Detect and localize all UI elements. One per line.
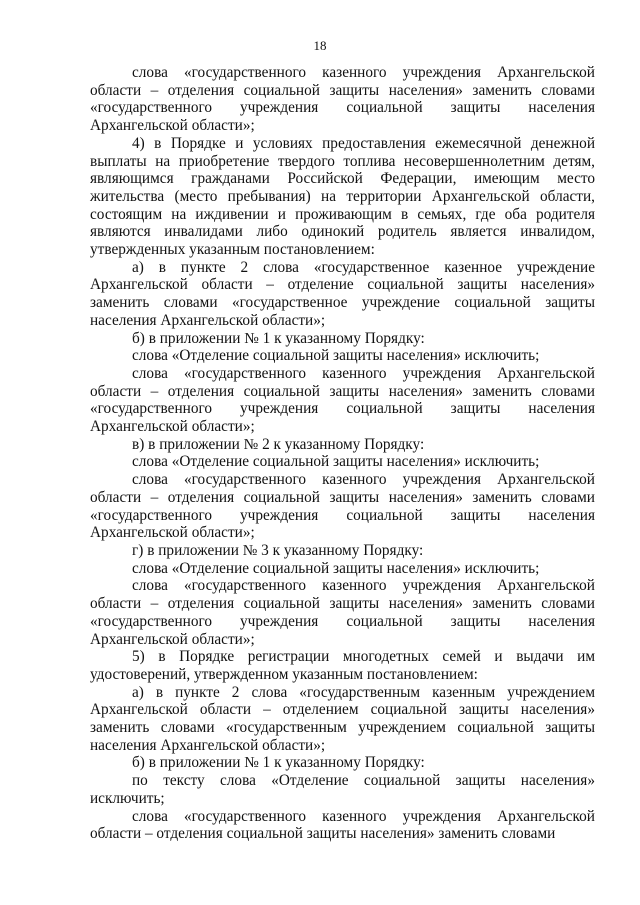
paragraph: по тексту слова «Отделение социальной защиты населения» исключить; <box>90 772 595 807</box>
paragraph: слова «государственного казенного учреждения Архангельской области – отделения социальной защиты населения» заменить словами «государственного учреждения социальной защиты населения Архангельской области»; <box>90 471 595 542</box>
paragraph: слова «государственного казенного учреждения Архангельской области – отделения социальной защиты населения» заменить словами «государственного учреждения социальной защиты населения Архангельской области»; <box>90 364 595 436</box>
paragraph: слова «Отделение социальной защиты населения» исключить; <box>132 559 540 577</box>
paragraph: г) в приложении № 3 к указанному Порядку: <box>132 541 424 559</box>
paragraph: слова «государственного казенного учреждения Архангельской области – отделения социальной защиты населения» заменить словами <box>90 807 595 843</box>
paragraph: а) в пункте 2 слова «государственным казенным учреждением Архангельской области – отделением социальной защиты населения» заменить словами «государственным учреждением социальной защиты населения Архангельской области»; <box>90 683 595 754</box>
paragraph: слова «государственного казенного учреждения Архангельской области – отделения социальной защиты населения» заменить словами «государственного учреждения социальной защиты населения Архангельской области»; <box>90 577 595 648</box>
paragraph: слова «Отделение социальной защиты населения» исключить; <box>132 453 540 471</box>
paragraph: в) в приложении № 2 к указанному Порядку: <box>132 435 425 453</box>
paragraph: 5) в Порядке регистрации многодетных семей и выдачи им удостоверений, утвержденном указанным постановлением: <box>90 648 595 683</box>
paragraph: б) в приложении № 1 к указанному Порядку: <box>132 329 425 347</box>
paragraph: а) в пункте 2 слова «государственное казенное учреждение Архангельской области – отделение социальной защиты населения» заменить словами «государственное учреждение социальной защиты населения Архангельской области»; <box>90 258 595 329</box>
document-body <box>90 64 595 843</box>
paragraph: слова «государственного казенного учреждения Архангельской области – отделения социальной защиты населения» заменить словами «государственного учреждения социальной защиты населения Архангельской области»; <box>90 64 595 135</box>
paragraph: б) в приложении № 1 к указанному Порядку: <box>132 754 425 772</box>
paragraph: 4) в Порядке и условиях предоставления ежемесячной денежной выплаты на приобретение твердого топлива несовершеннолетним детям, являющимся гражданами Российской Федерации, имеющим место жительства (место пребывания) на территории Архангельской области, состоящим на иждивении и проживающим в семьях, где оба родителя являются инвалидами либо одинокий родитель является инвалидом, утвержденных указанным постановлением: <box>90 134 595 259</box>
page-number: 18 <box>313 38 327 53</box>
paragraph: слова «Отделение социальной защиты населения» исключить; <box>132 347 540 365</box>
